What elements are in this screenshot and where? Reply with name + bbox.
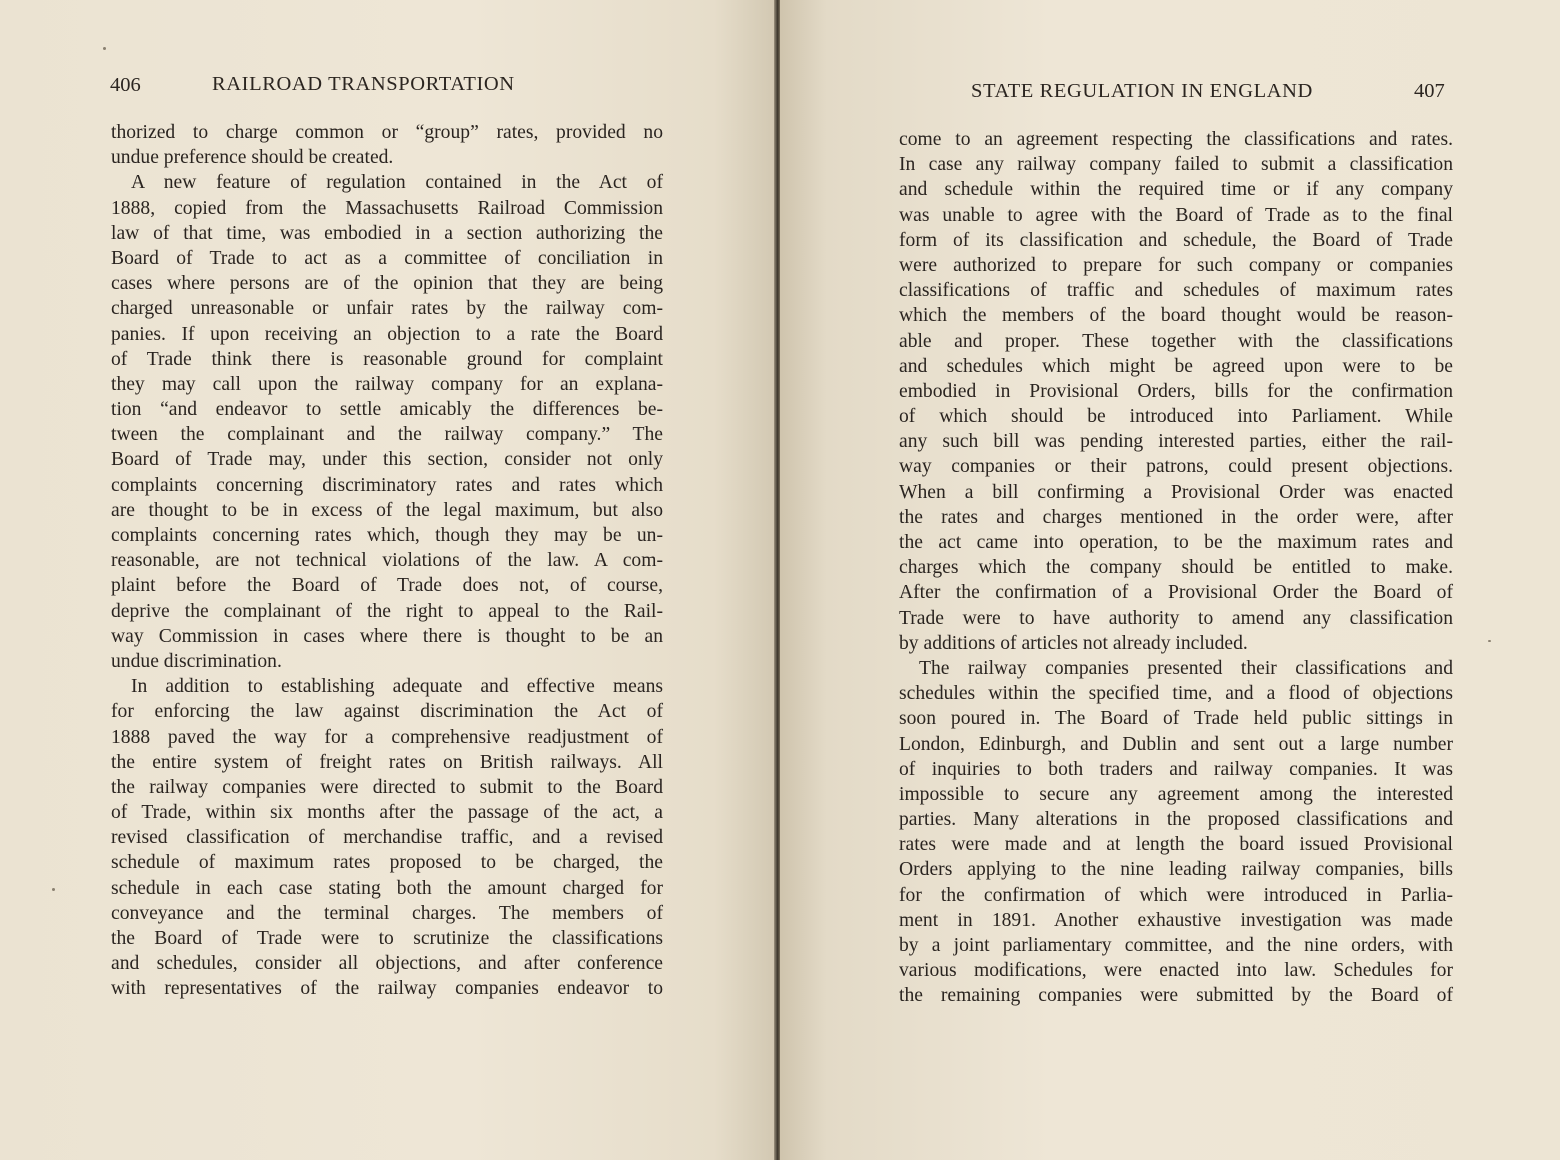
paper-speck: [1488, 640, 1491, 642]
text-line: are thought to be in excess of the legal maximum, but also: [111, 499, 663, 521]
text-line: complaints concerning discriminatory rates and rates which: [111, 474, 663, 496]
text-line: way Commission in cases where there is thought to be an: [111, 625, 663, 647]
text-line: by additions of articles not already included.: [899, 632, 1248, 654]
text-line: charges which the company should be entitled to make.: [899, 557, 1453, 579]
text-line: ment in 1891. Another exhaustive investigation was made: [899, 909, 1453, 931]
text-line: In case any railway company failed to submit a classification: [899, 154, 1453, 176]
text-line: they may call upon the railway company for an explana-: [111, 373, 663, 395]
text-line: parties. Many alterations in the proposed classifications and: [899, 809, 1453, 831]
text-line: 1888 paved the way for a comprehensive readjustment of: [111, 726, 663, 748]
text-line: and schedules, consider all objections, and after conference: [111, 953, 663, 975]
text-line: schedule of maximum rates proposed to be charged, the: [111, 852, 663, 874]
text-line: the rates and charges mentioned in the order were, after: [899, 506, 1453, 528]
text-line: charged unreasonable or unfair rates by the railway com-: [111, 298, 663, 320]
text-line: Board of Trade may, under this section, consider not only: [111, 449, 663, 471]
text-line: undue preference should be created.: [111, 147, 394, 169]
text-line: form of its classification and schedule, the Board of Trade: [899, 229, 1453, 251]
text-line: the railway companies were directed to submit to the Board: [111, 776, 663, 798]
right-page-number: 407: [1414, 80, 1445, 102]
left-body-text: [111, 120, 663, 1002]
text-line: the entire system of freight rates on British railways. All: [111, 751, 663, 773]
text-line: the Board of Trade were to scrutinize the classifications: [111, 928, 663, 949]
text-line: complaints concerning rates which, though they may be un-: [111, 525, 663, 546]
left-page-number: 406: [110, 74, 141, 96]
text-line: of inquiries to both traders and railway companies. It was: [899, 758, 1453, 780]
text-line: thorized to charge common or “group” rates, provided no: [111, 122, 663, 143]
text-line: A new feature of regulation contained in the Act of: [131, 172, 663, 194]
text-line: of which should be introduced into Parliament. While: [899, 406, 1453, 428]
text-line: law of that time, was embodied in a section authorizing the: [111, 222, 663, 244]
text-line: rates were made and at length the board issued Provisional: [899, 834, 1453, 856]
text-line: come to an agreement respecting the classifications and rates.: [899, 129, 1453, 150]
text-line: London, Edinburgh, and Dublin and sent out a large number: [899, 733, 1453, 755]
text-line: 1888, copied from the Massachusetts Railroad Commission: [111, 197, 663, 219]
text-line: impossible to secure any agreement among the interested: [899, 783, 1453, 805]
text-line: by a joint parliamentary committee, and the nine orders, with: [899, 935, 1453, 956]
text-line: cases where persons are of the opinion that they are being: [111, 273, 663, 295]
text-line: panies. If upon receiving an objection to a rate the Board: [111, 323, 663, 345]
text-line: schedule in each case stating both the amount charged for: [111, 877, 663, 899]
paper-speck: [103, 47, 106, 50]
text-line: and schedules which might be agreed upon were to be: [899, 355, 1453, 377]
text-line: After the confirmation of a Provisional Order the Board of: [899, 582, 1453, 604]
text-line: Trade were to have authority to amend any classification: [899, 607, 1453, 629]
text-line: tween the complainant and the railway company.” The: [111, 424, 663, 446]
text-line: The railway companies presented their classifications and: [919, 657, 1453, 679]
text-line: which the members of the board thought would be reason-: [899, 305, 1453, 327]
text-line: of Trade think there is reasonable ground for complaint: [111, 348, 663, 370]
text-line: In addition to establishing adequate and effective means: [131, 676, 663, 698]
text-line: the act came into operation, to be the maximum rates and: [899, 532, 1453, 553]
text-line: and schedule within the required time or if any company: [899, 179, 1453, 201]
text-line: embodied in Provisional Orders, bills for the confirmation: [899, 380, 1453, 402]
text-line: Orders applying to the nine leading railway companies, bills: [899, 859, 1453, 881]
text-line: various modifications, were enacted into law. Schedules for: [899, 960, 1453, 982]
text-line: for the confirmation of which were introduced in Parlia-: [899, 884, 1453, 906]
text-line: for enforcing the law against discrimination the Act of: [111, 701, 663, 723]
text-line: the remaining companies were submitted by the Board of: [899, 985, 1453, 1007]
left-running-head: RAILROAD TRANSPORTATION: [212, 73, 515, 95]
text-line: classifications of traffic and schedules of maximum rates: [899, 280, 1453, 302]
text-line: soon poured in. The Board of Trade held public sittings in: [899, 708, 1453, 730]
text-line: schedules within the specified time, and a flood of objections: [899, 683, 1453, 705]
text-line: When a bill confirming a Provisional Order was enacted: [899, 481, 1453, 503]
text-line: undue discrimination.: [111, 650, 282, 672]
text-line: with representatives of the railway companies endeavor to: [111, 978, 663, 1000]
text-line: able and proper. These together with the classifications: [899, 330, 1453, 352]
left-page: [0, 0, 776, 1160]
right-running-head: STATE REGULATION IN ENGLAND: [971, 80, 1313, 102]
text-line: revised classification of merchandise traffic, and a revised: [111, 827, 663, 849]
text-line: tion “and endeavor to settle amicably the differences be-: [111, 399, 663, 421]
text-line: any such bill was pending interested parties, either the rail-: [899, 431, 1453, 453]
text-line: plaint before the Board of Trade does not, of course,: [111, 575, 663, 597]
text-line: of Trade, within six months after the passage of the act, a: [111, 802, 663, 824]
text-line: were authorized to prepare for such company or companies: [899, 254, 1453, 276]
text-line: Board of Trade to act as a committee of conciliation in: [111, 247, 663, 269]
paper-speck: [52, 888, 55, 891]
right-page: [780, 0, 1560, 1160]
text-line: conveyance and the terminal charges. The members of: [111, 902, 663, 924]
text-line: deprive the complainant of the right to appeal to the Rail-: [111, 600, 663, 622]
right-body-text: [899, 127, 1453, 1009]
text-line: reasonable, are not technical violations of the law. A com-: [111, 550, 663, 572]
text-line: way companies or their patrons, could present objections.: [899, 456, 1453, 478]
text-line: was unable to agree with the Board of Trade as to the final: [899, 204, 1453, 226]
